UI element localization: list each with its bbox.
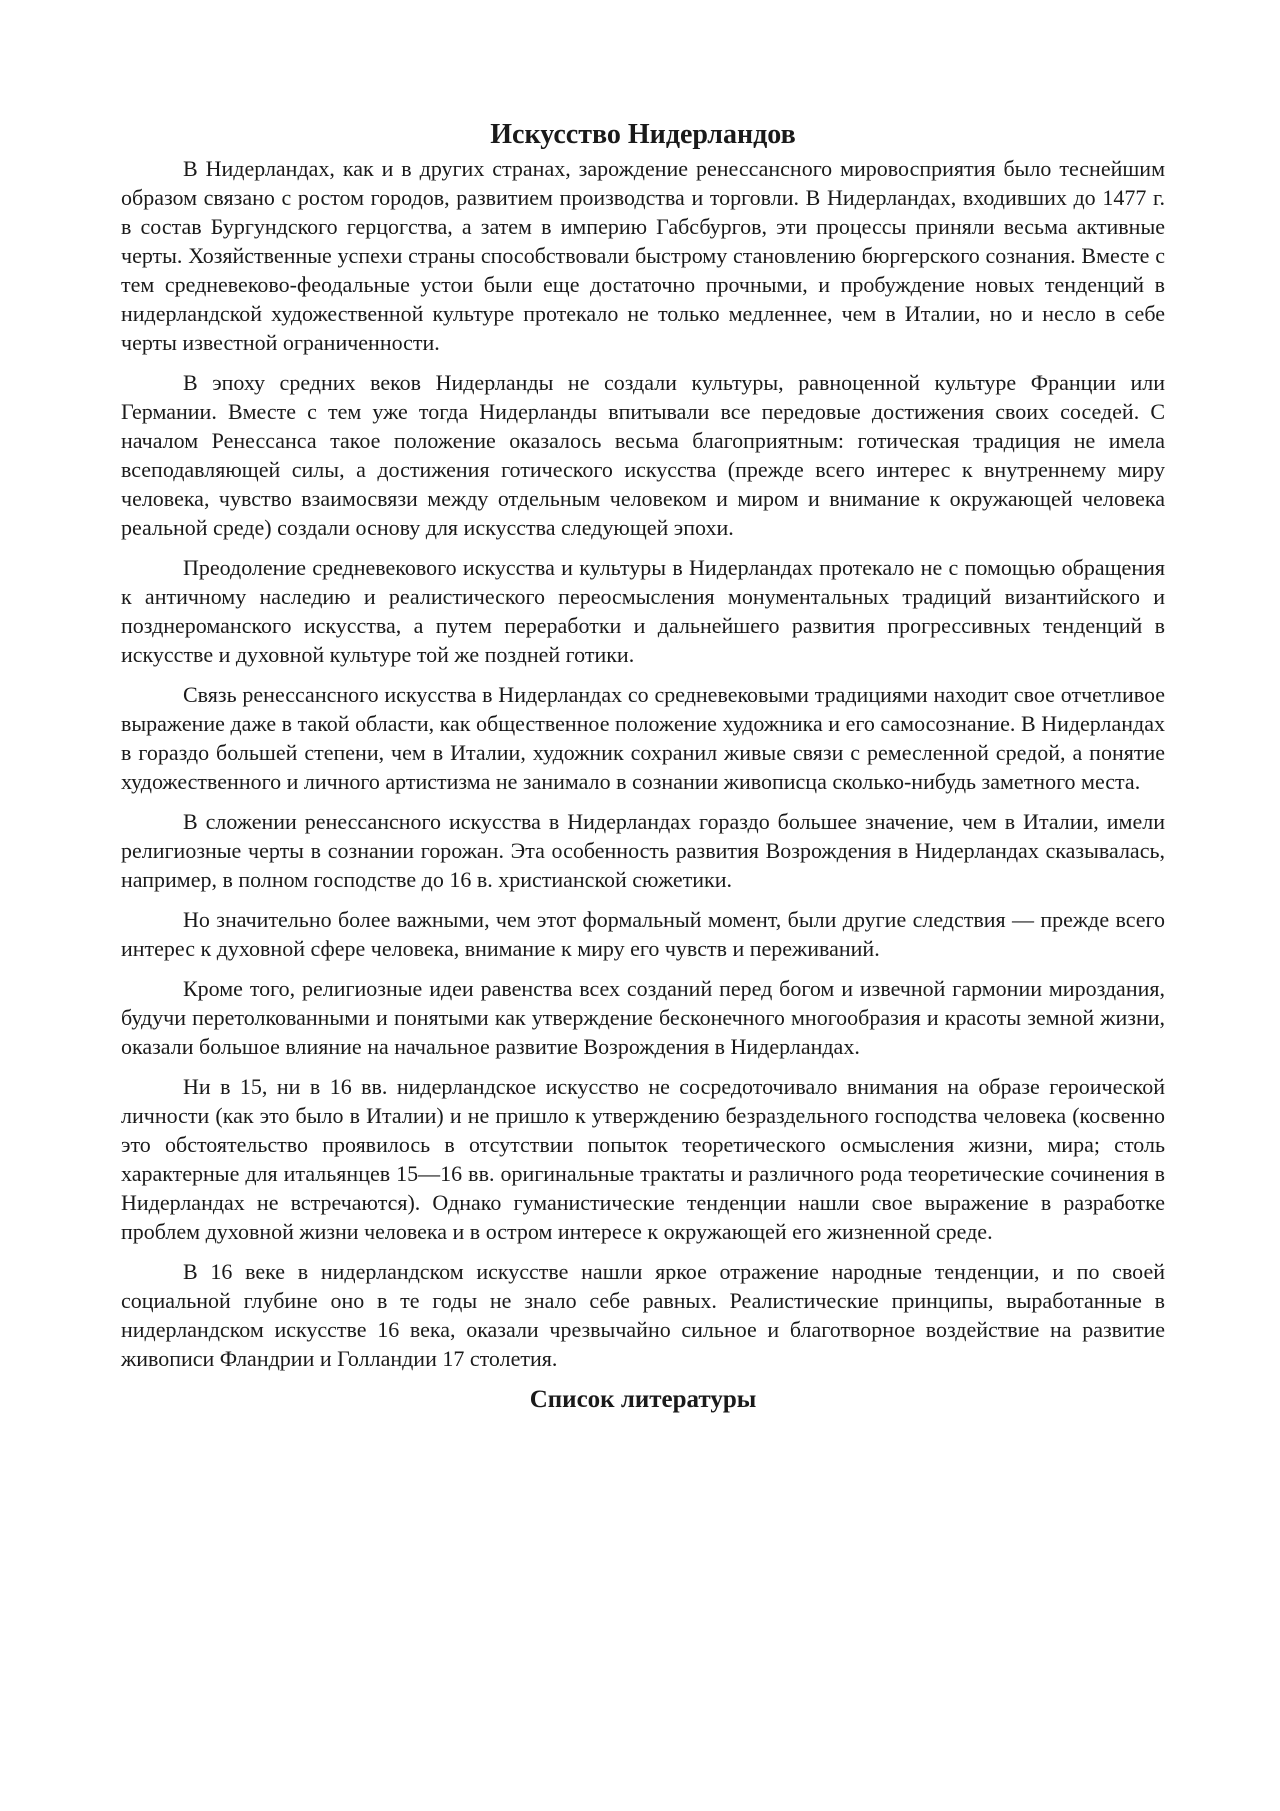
paragraph-9: В 16 веке в нидерландском искусстве нашли яркое отражение народные тенденции, и по своей социальной глубине оно в те годы не знало себе равных. Реалистические принципы, выработанные в нидерландском искусстве 16 века, оказали чрезвычайно сильное и благотворное воздействие на развитие живописи Фландрии и Голландии 17 столетия. (121, 1259, 1165, 1371)
paragraph-8: Ни в 15, ни в 16 вв. нидерландское искусство не сосредоточивало внимания на образе героической личности (как это было в Италии) и не пришло к утверждению безраздельного господства человека (косвенно это обстоятельство проявилось в отсутствии попыток теоретического осмысления жизни, мира; столь характерные для итальянцев 15—16 вв. оригинальные трактаты и различного рода теоретические сочинения в Нидерландах не встречаются). Однако гуманистические тенденции нашли свое выражение в разработке проблем духовной жизни человека и в остром интересе к окружающей его жизненной среде. (121, 1074, 1165, 1244)
paragraph-4: Связь ренессансного искусства в Нидерландах со средневековыми традициями находит свое отчетливое выражение даже в такой области, как общественное положение художника и его самосознание. В Нидерландах в гораздо большей степени, чем в Италии, художник сохранил живые связи с ремесленной средой, а понятие художественного и личного артистизма не занимало в сознании живописца сколько-нибудь заметного места. (121, 682, 1165, 794)
paragraph-2: В эпоху средних веков Нидерланды не создали культуры, равноценной культуре Франции или Германии. Вместе с тем уже тогда Нидерланды впитывали все передовые достижения своих соседей. С началом Ренессанса такое положение оказалось весьма благоприятным: готическая традиция не имела всеподавляющей силы, а достижения готического искусства (прежде всего интерес к внутреннему миру человека, чувство взаимосвязи между отдельным человеком и миром и внимание к окружающей человека реальной среде) создали основу для искусства следующей эпохи. (121, 370, 1165, 540)
document-page (121, 118, 1165, 1416)
document-title: Искусство Нидерландов (490, 119, 796, 150)
paragraph-7: Кроме того, религиозные идеи равенства всех созданий перед богом и извечной гармонии мироздания, будучи перетолкованными и понятыми как утверждение бесконечного многообразия и красоты земной жизни, оказали большое влияние на начальное развитие Возрождения в Нидерландах. (121, 976, 1165, 1059)
paragraph-1: В Нидерландах, как и в других странах, зарождение ренессансного мировосприятия было теснейшим образом связано с ростом городов, развитием производства и торговли. В Нидерландах, входивших до 1477 г. в состав Бургундского герцогства, а затем в империю Габсбургов, эти процессы приняли весьма активные черты. Хозяйственные успехи страны способствовали быстрому становлению бюргерского сознания. Вместе с тем средневеково-феодальные устои были еще достаточно прочными, и пробуждение новых тенденций в нидерландской художественной культуре протекало не только медленнее, чем в Италии, но и несло в себе черты известной ограниченности. (121, 156, 1165, 355)
paragraph-5: В сложении ренессансного искусства в Нидерландах гораздо большее значение, чем в Италии, имели религиозные черты в сознании горожан. Эта особенность развития Возрождения в Нидерландах сказывалась, например, в полном господстве до 16 в. христианской сюжетики. (121, 809, 1165, 892)
paragraph-6: Но значительно более важными, чем этот формальный момент, были другие следствия — прежде всего интерес к духовной сфере человека, внимание к миру его чувств и переживаний. (121, 907, 1165, 961)
paragraph-3: Преодоление средневекового искусства и культуры в Нидерландах протекало не с помощью обращения к античному наследию и реалистического переосмысления монументальных традиций византийского и позднероманского искусства, а путем переработки и дальнейшего развития прогрессивных тенденций в искусстве и духовной культуре той же поздней готики. (121, 555, 1165, 667)
bibliography-heading: Список литературы (529, 1386, 757, 1413)
